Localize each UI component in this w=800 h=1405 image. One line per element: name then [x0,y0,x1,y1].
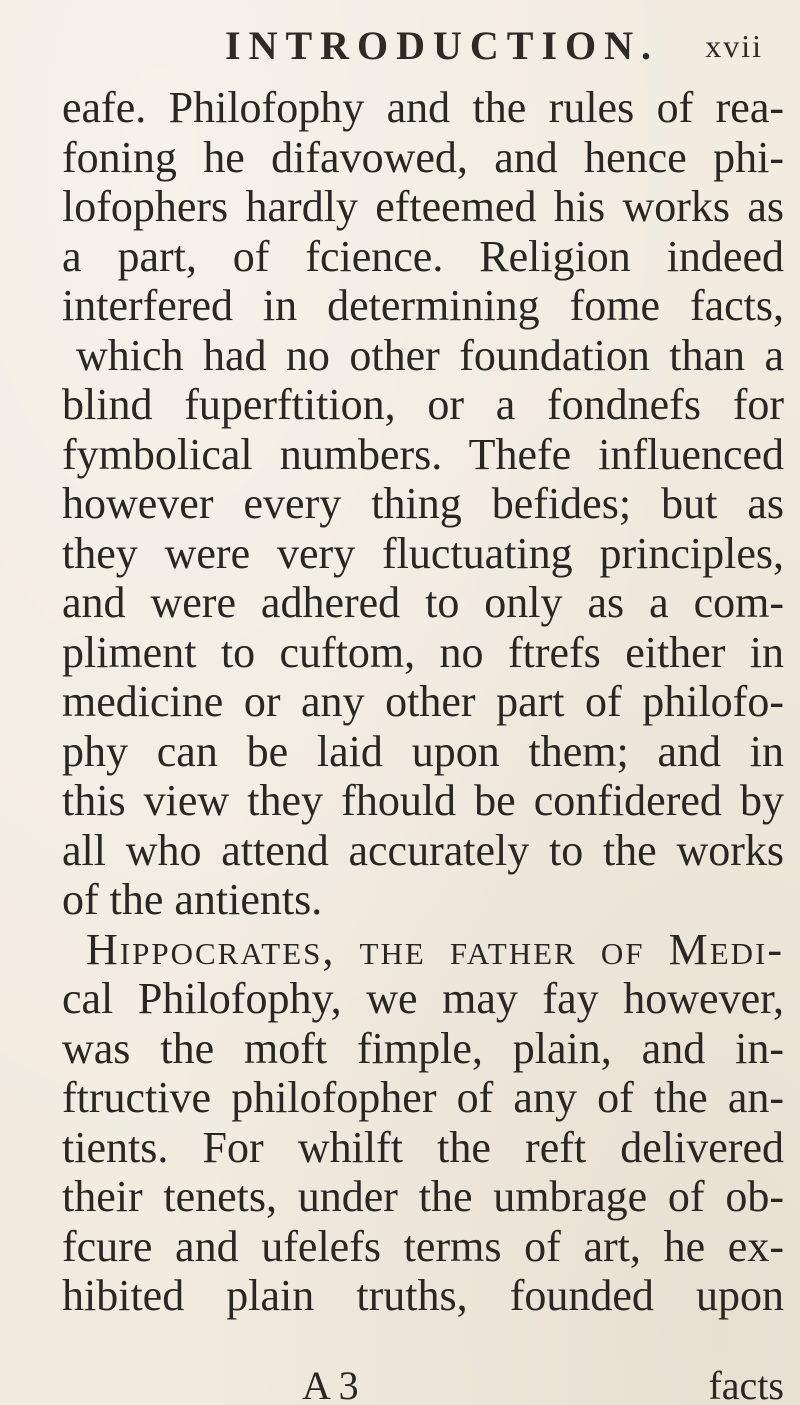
text-line: which had no other foundation than a [76,330,784,380]
text-line: phy can be laid upon them; and in [62,726,784,776]
page-footer [62,1363,784,1405]
page-number: xvii [705,28,763,64]
text-line: pliment to cuftom, no ftrefs either in [62,627,784,677]
text-line: hibited plain truths, founded upon [62,1271,784,1320]
text-line: however every thing befides; but as [62,479,784,528]
text-line: eafe. Philofophy and the rules of rea- [62,83,784,132]
text-line: and were adhered to only as a com- [62,578,784,627]
text-line: cal Philofophy, we may fay however, [62,974,784,1023]
text-line: this view they fhould be confidered by [62,776,784,825]
text-line: lofophers hardly efteemed his works as [62,182,784,231]
text-line: was the moft fimple, plain, and in- [62,1023,784,1073]
text-line: blind fuperftition, or a fondnefs for [62,380,784,429]
text-line: all who attend accurately to the works [62,825,784,875]
page-header [225,22,785,74]
text-line: a part, of fcience. Religion indeed [62,231,784,281]
text-line: fymbolical numbers. Thefe influenced [62,429,784,479]
text-line [62,925,784,975]
text-line: fcure and ufelefs terms of art, he ex- [62,1221,784,1271]
signature-mark: A 3 [302,1363,359,1405]
text-line: their tenets, under the umbrage of ob- [62,1172,784,1221]
hippocrates-name: Hippocrates, the father of Medi- [86,924,784,974]
running-title: INTRODUCTION. [225,23,660,68]
text-line: they were very fluctuating principles, [62,528,784,578]
text-line: of the antients. [62,875,323,924]
text-line: ftructive philofopher of any of the an- [62,1073,784,1122]
catchword: facts [708,1363,784,1405]
text-line: interfered in determining fome facts, [62,281,784,330]
body-text [62,83,784,1321]
text-line: tients. For whilft the reft delivered [62,1122,784,1172]
text-line: medicine or any other part of philofo- [62,677,784,726]
text-line: foning he difavowed, and hence phi- [62,132,784,182]
